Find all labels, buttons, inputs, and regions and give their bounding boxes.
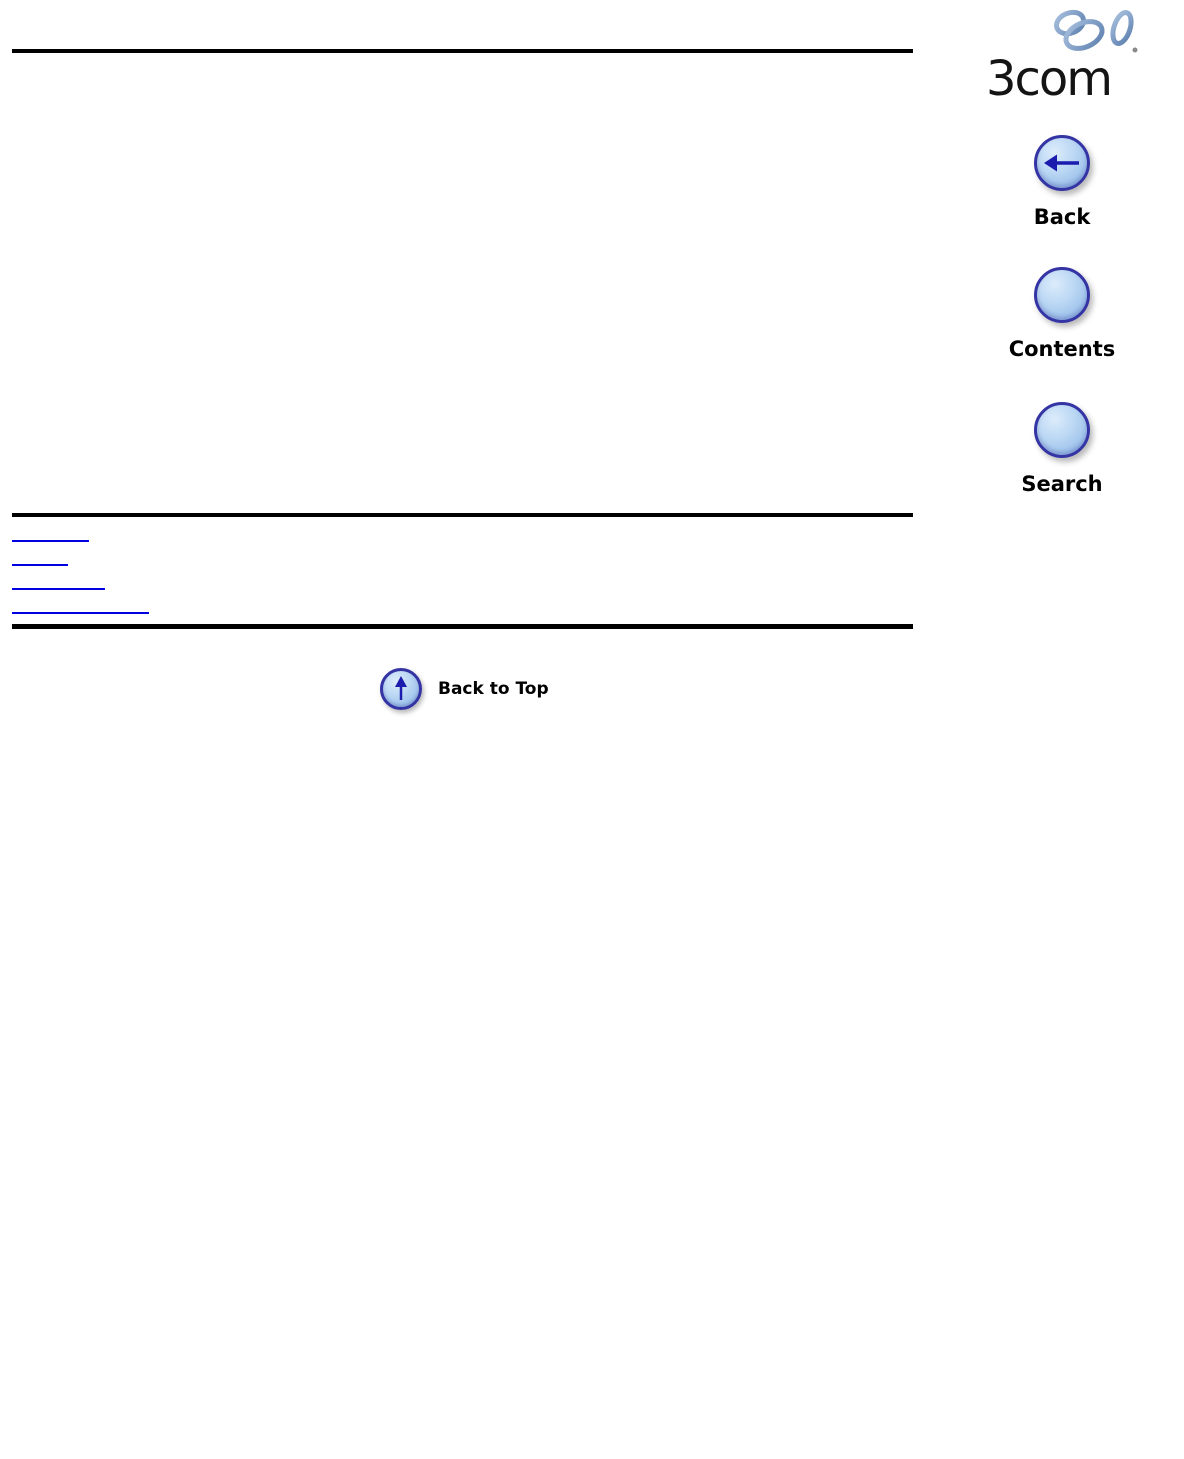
up-arrow-icon xyxy=(393,676,409,702)
contents-sphere-icon xyxy=(1034,267,1090,323)
back-button[interactable] xyxy=(1000,135,1124,229)
contents-button-label: Contents xyxy=(1008,337,1116,361)
content-bottom-divider xyxy=(12,624,913,629)
3com-wordmark: 3com xyxy=(986,51,1112,107)
search-sphere-icon xyxy=(1034,402,1090,458)
back-button-label: Back xyxy=(1033,205,1091,229)
search-button[interactable] xyxy=(1000,402,1124,496)
search-button-label: Search xyxy=(1021,472,1103,496)
content-link-2[interactable] xyxy=(12,564,68,566)
content-link-4[interactable] xyxy=(12,612,149,614)
contents-button[interactable] xyxy=(1000,267,1124,361)
content-link-1[interactable] xyxy=(12,540,89,542)
3com-logo xyxy=(980,0,1180,110)
back-to-top-button[interactable] xyxy=(380,668,549,710)
top-divider xyxy=(12,49,913,53)
registered-mark-icon xyxy=(1133,48,1138,53)
back-to-top-label: Back to Top xyxy=(438,679,549,699)
back-to-top-sphere-icon xyxy=(380,668,422,710)
back-sphere-icon xyxy=(1034,135,1090,191)
left-arrow-icon xyxy=(1042,152,1082,174)
content-top-divider xyxy=(12,513,913,517)
content-link-3[interactable] xyxy=(12,588,105,590)
